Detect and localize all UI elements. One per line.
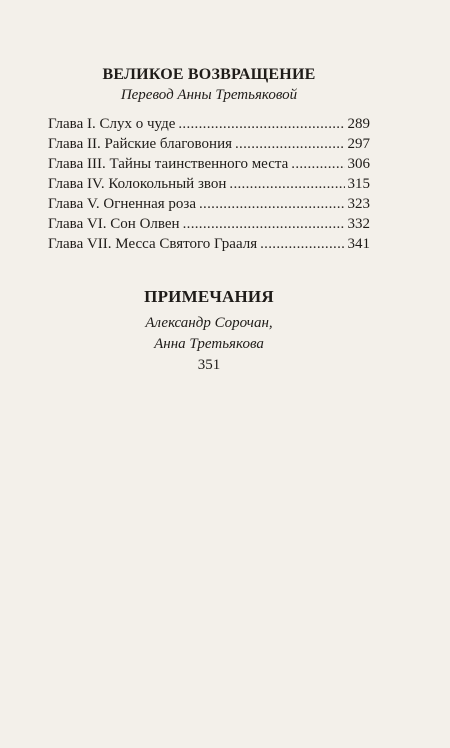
- section-title: ВЕЛИКОЕ ВОЗВРАЩЕНИЕ: [102, 66, 316, 83]
- toc-entry-page: 297: [347, 136, 370, 152]
- dot-leader: [260, 234, 344, 254]
- dot-leader: [291, 154, 344, 174]
- toc-entry: [48, 214, 370, 234]
- toc-entry-page: 306: [347, 156, 370, 172]
- section-header-great-return: [48, 65, 370, 105]
- table-of-contents: [48, 114, 370, 254]
- toc-entry: [48, 174, 370, 194]
- section-title: ПРИМЕЧАНИЯ: [144, 287, 274, 306]
- toc-entry-page: 341: [347, 236, 370, 252]
- toc-entry: [48, 234, 370, 254]
- dot-leader: [229, 174, 344, 194]
- toc-entry: [48, 134, 370, 154]
- dot-leader: [199, 194, 345, 214]
- toc-entry-title: Глава IV. Колокольный звон: [48, 176, 227, 192]
- notes-author-line: Александр Сорочан,: [145, 315, 273, 331]
- toc-entry-title: Глава I. Слух о чуде: [48, 116, 176, 132]
- toc-entry: [48, 114, 370, 134]
- section-header-notes: [48, 286, 370, 376]
- notes-page-number: 351: [197, 357, 221, 373]
- dot-leader: [178, 114, 344, 134]
- toc-entry: [48, 154, 370, 174]
- toc-entry-title: Глава III. Тайны таинственного места: [48, 156, 289, 172]
- toc-entry-title: Глава V. Огненная роза: [48, 196, 196, 212]
- dot-leader: [183, 214, 345, 234]
- toc-entry-title: Глава VII. Месса Святого Грааля: [48, 236, 258, 252]
- translator-credit: Перевод Анны Третьяковой: [120, 87, 298, 103]
- toc-entry: [48, 194, 370, 214]
- notes-author-line: Анна Третьякова: [154, 336, 264, 352]
- toc-entry-page: 332: [347, 216, 370, 232]
- toc-entry-title: Глава VI. Сон Олвен: [48, 216, 180, 232]
- toc-entry-page: 323: [347, 196, 370, 212]
- dot-leader: [235, 134, 345, 154]
- toc-entry-page: 289: [347, 116, 370, 132]
- toc-entry-title: Глава II. Райские благовония: [48, 136, 232, 152]
- toc-entry-page: 315: [347, 176, 370, 192]
